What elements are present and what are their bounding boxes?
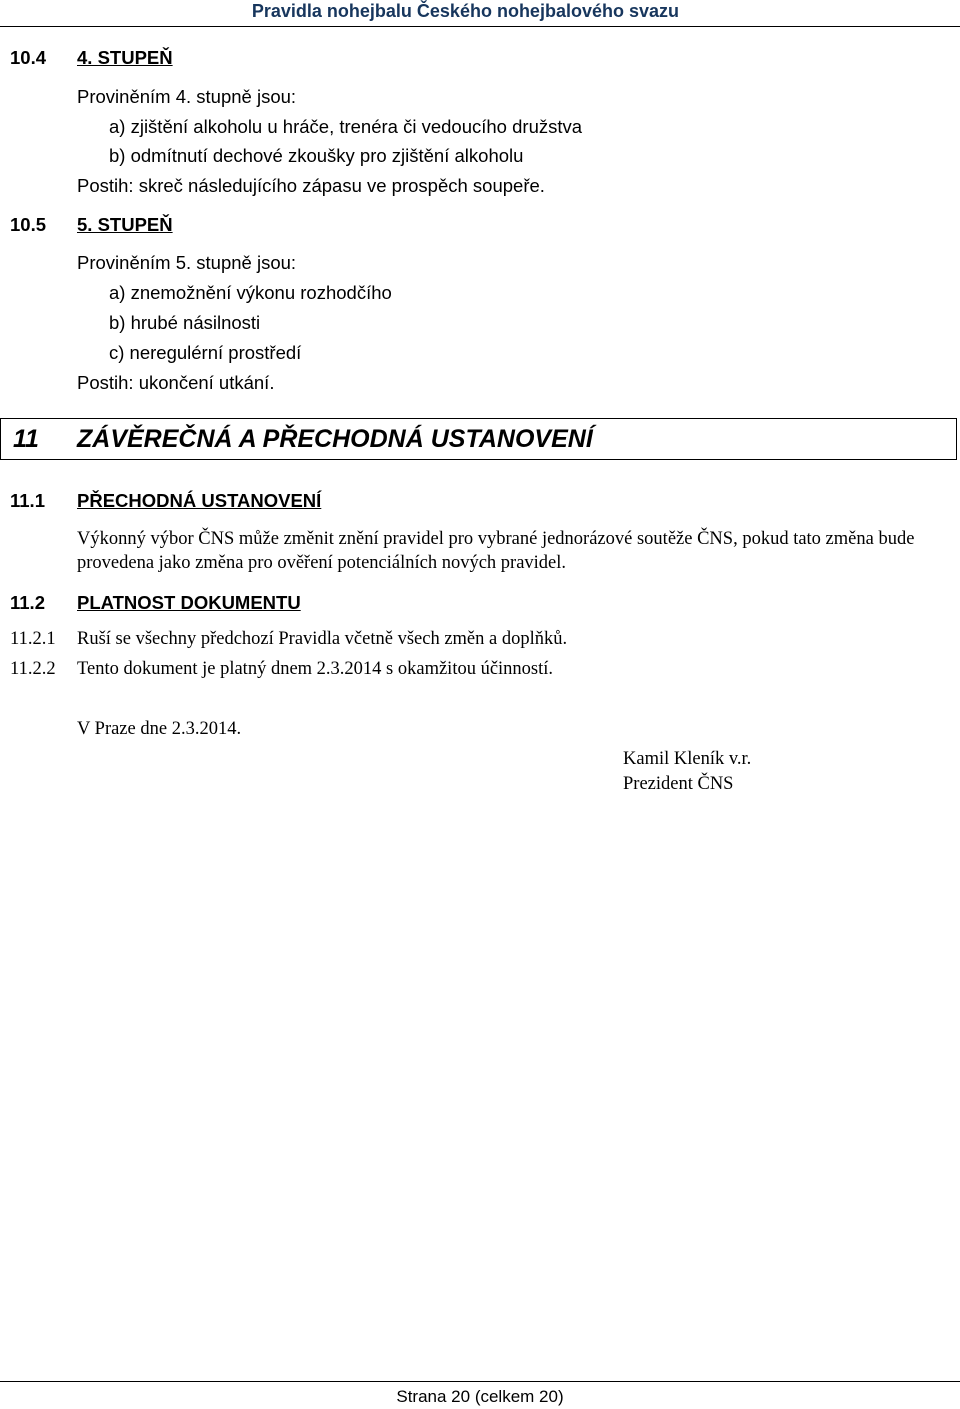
section-11-1-number: 11.1 (10, 490, 45, 511)
section-11-2-number: 11.2 (10, 592, 45, 613)
section-10-5-penalty: Postih: ukončení utkání. (77, 372, 275, 393)
place-and-date: V Praze dne 2.3.2014. (77, 719, 242, 739)
section-10-4-title: 4. STUPEŇ (77, 47, 173, 68)
section-11-1-text: Výkonný výbor ČNS může změnit znění pravidel pro vybrané jednorázové soutěže ČNS, pokud tato změna bude provedena jako změna pro ověření potenciálních nových pravidel. (77, 529, 915, 573)
section-10-5-intro: Proviněním 5. stupně jsou: (77, 252, 297, 273)
section-11-1-title: PŘECHODNÁ USTANOVENÍ (77, 490, 322, 511)
section-10-4-intro: Proviněním 4. stupně jsou: (77, 86, 297, 107)
section-10-4-number: 10.4 (10, 47, 47, 68)
clause-11-2-1-number: 11.2.1 (10, 629, 56, 649)
signature-name: Kamil Kleník v.r. (623, 749, 752, 769)
clause-11-2-2-text: Tento dokument je platný dnem 2.3.2014 s okamžitou účinností. (77, 659, 554, 679)
signature-role: Prezident ČNS (623, 774, 734, 794)
section-10-4-item-a: a) zjištění alkoholu u hráče, trenéra či vedoucího družstva (109, 116, 583, 137)
document-header-title: Pravidla nohejbalu Českého nohejbalového svazu (251, 1, 679, 21)
footer-divider (0, 1381, 960, 1382)
section-10-5-title: 5. STUPEŇ (77, 214, 173, 235)
section-10-5-number: 10.5 (10, 214, 47, 235)
section-10-5-item-b: b) hrubé násilnosti (109, 312, 261, 333)
section-10-4-penalty: Postih: skreč následujícího zápasu ve prospěch soupeře. (77, 175, 545, 196)
chapter-11-title: ZÁVĚREČNÁ A PŘECHODNÁ USTANOVENÍ (77, 425, 593, 453)
section-10-5-item-a: a) znemožnění výkonu rozhodčího (109, 282, 392, 303)
page-number: Strana 20 (celkem 20) (396, 1387, 564, 1406)
section-10-5-item-c: c) neregulérní prostředí (109, 342, 302, 363)
chapter-11-number: 11 (13, 425, 39, 453)
header-divider (0, 26, 960, 27)
clause-11-2-2-number: 11.2.2 (10, 659, 56, 679)
clause-11-2-1-text: Ruší se všechny předchozí Pravidla včetně všech změn a doplňků. (77, 629, 568, 649)
section-10-4-item-b: b) odmítnutí dechové zkoušky pro zjištění alkoholu (109, 145, 524, 166)
section-11-2-title: PLATNOST DOKUMENTU (77, 592, 301, 613)
